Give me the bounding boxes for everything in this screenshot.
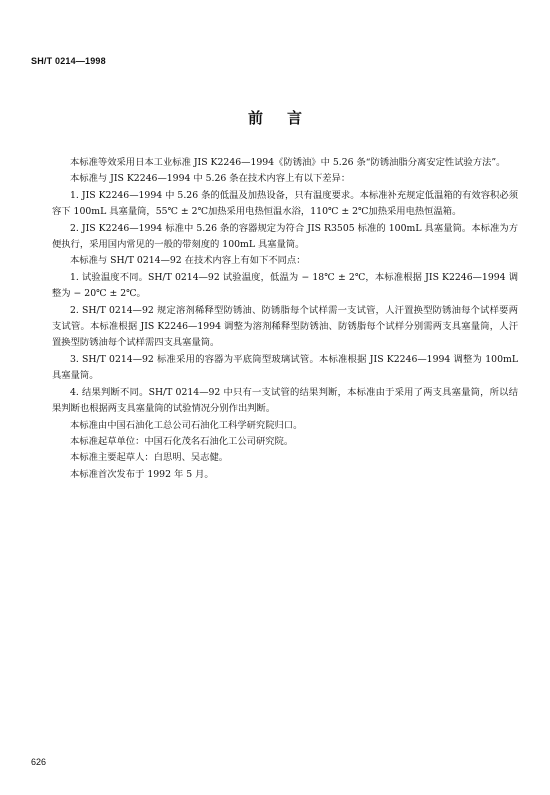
paragraph: 1. JIS K2246—1994 中 5.26 条的低温及加热设备，只有温度要求。本标准补充规定低温箱的有效容积必须容下 100mL 具塞量筒，55℃ ± 2℃加热采用电热恒温水浴，110℃ ± 2℃加热采用电热恒温箱。 [52,189,518,218]
document-body [52,155,518,483]
paragraph: 本标准首次发布于 1992 年 5 月。 [70,468,214,480]
paragraph: 2. JIS K2246—1994 标准中 5.26 条的容器规定为符合 JIS R3505 标准的 100mL 具塞量筒。本标准为方便执行，采用国内常见的一般的带刻度的 100mL 具塞量筒。 [52,222,518,251]
page-number: 626 [31,757,47,767]
paragraph: 2. SH/T 0214—92 规定溶剂稀释型防锈油、防锈脂每个试样需一支试管，人汗置换型防锈油每个试样要两支试管。本标准根据 JIS K2246—1994 调整为溶剂稀释型防锈油、防锈脂每个试样分别需两支具塞量筒，人汗置换型防锈油每个试样需四支具塞量筒。 [52,304,518,349]
paragraph: 4. 结果判断不同。SH/T 0214—92 中只有一支试管的结果判断，本标准由于采用了两支具塞量筒，所以结果判断也根据两支具塞量筒的试验情况分别作出判断。 [52,386,518,415]
paragraph: 本标准起草单位：中国石化茂名石油化工公司研究院。 [70,435,294,447]
paragraph: 1. 试验温度不同。SH/T 0214—92 试验温度，低温为 − 18℃ ± 2℃，本标准根据 JIS K2246—1994 调整为 − 20℃ ± 2℃。 [52,271,518,300]
paragraph: 本标准由中国石油化工总公司石油化工科学研究院归口。 [70,419,303,431]
paragraph: 本标准与 SH/T 0214—92 在技术内容上有如下不同点： [70,255,306,267]
paragraph: 本标准主要起草人：白思明、吴志健。 [70,452,229,464]
paragraph: 本标准与 JIS K2246—1994 中 5.26 条在技术内容上有以下差异： [70,173,351,185]
page-title: 前言 [247,109,326,127]
paragraph: 本标准等效采用日本工业标准 JIS K2246—1994《防锈油》中 5.26 条“防锈油脂分离安定性试验方法”。 [70,157,506,168]
paragraph: 3. SH/T 0214—92 标准采用的容器为平底筒型玻璃试管。本标准根据 JIS K2246—1994 调整为 100mL 具塞量筒。 [52,353,518,382]
standard-code: SH/T 0214—1998 [31,56,106,66]
